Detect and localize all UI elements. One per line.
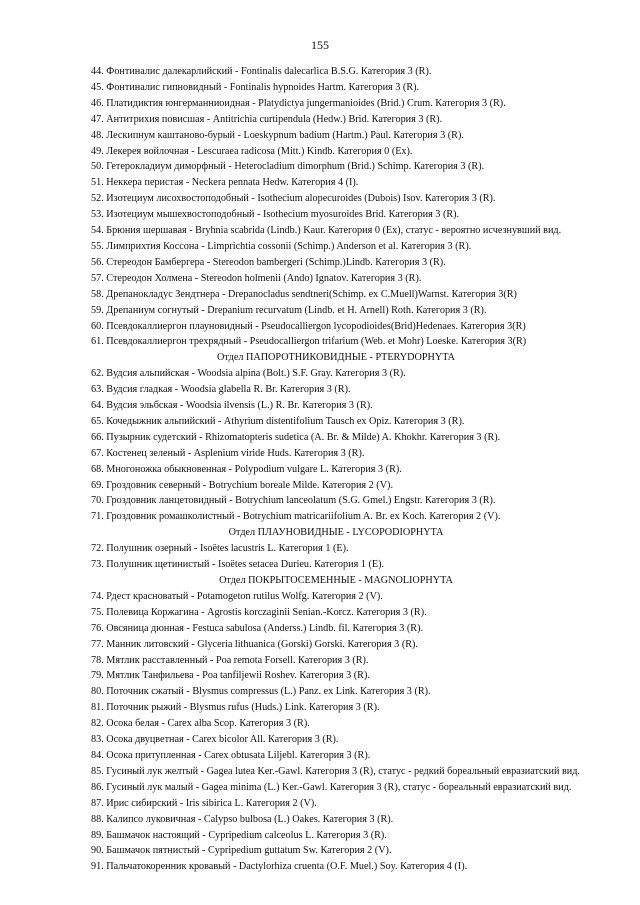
section-heading: Отдел ПАПОРОТНИКОВИДНЫЕ - PTERYDOPHYTA	[216, 352, 456, 364]
species-entry: 70. Гроздовник ланцетовидный - Botrychium lanceolatum (S.G. Gmel.) Engstr. Категория 3 (R).	[91, 495, 496, 507]
species-entry: 58. Дрепанокладус Зендтнера - Drepanocladus sendtneri(Schimp. ex C.Muell)Warnst. Категория 3(R)	[91, 288, 517, 300]
species-entry: 77. Манник литовский - Glyceria lithuanica (Gorski) Gorski. Категория 3 (R).	[91, 638, 418, 650]
species-entry: 52. Изотециум лисохвостоподобный - Isothecium alopecuroides (Dubois) Isov. Категория 3 (R).	[91, 193, 496, 205]
section-heading: Отдел ПОКРЫТОСЕМЕННЫЕ - MAGNOLIOPHYTA	[219, 575, 453, 586]
species-entry: 72. Полушник озерный - Isoëtes lacustris L. Категория 1 (E).	[91, 543, 349, 555]
species-entry: 91. Пальчатокоренник кровавый - Dactylorhiza cruenta (O.F. Muel.) Soy. Категория 4 (I).	[91, 861, 468, 873]
species-entry: 51. Неккера перистая - Neckera pennata Hedw. Категория 4 (I).	[91, 177, 359, 189]
section-heading: Отдел ПЛАУНОВИДНЫЕ - LYCOPODIOPHYTA	[228, 527, 444, 539]
species-entry: 62. Вудсия альпийская - Woodsia alpina (Bolt.) S.F. Gray. Категория 3 (R).	[91, 368, 406, 380]
species-entry: 47. Антитрихия повисшая - Antitrichia curtipendula (Hedw.) Brid. Категория 3 (R).	[91, 113, 443, 125]
species-entry: 80. Поточник сжатый - Blysmus compressus (L.) Panz. ex Link. Категория 3 (R).	[91, 686, 431, 698]
species-entry: 86. Гусиный лук малый - Gagea minima (L.) Ker.-Gawl. Категория 3 (R), статус - бореальный евразиатский вид.	[91, 781, 572, 793]
species-entry: 50. Гетерокладиум диморфный - Heterocladium dimorphum (Brid.) Schimp. Категория 3 (R).	[91, 161, 485, 173]
species-entry: 45. Фонтиналис гипновидный - Fontinalis hypnoides Hartm. Категория 3 (R).	[91, 81, 420, 93]
species-entry: 67. Костенец зеленый - Asplenium viride Huds. Категория 3 (R).	[91, 447, 365, 459]
species-entry: 65. Кочедыжник альпийский - Athyrium distentifolium Tausch ex Opiz. Категория 3 (R).	[91, 415, 465, 427]
species-entry: 76. Овсяница дюнная - Festuca sabulosa (Anderss.) Lindb. fil. Категория 3 (R).	[91, 622, 424, 634]
species-entry: 74. Рдест красноватый - Potamogeton rutilus Wolfg. Категория 2 (V).	[91, 590, 383, 602]
species-entry: 73. Полушник щетинистый - Isoëtes setacea Durieu. Категория 1 (E).	[91, 559, 385, 571]
species-entry: 68. Многоножка обыкновенная - Polypodium vulgare L. Категория 3 (R).	[91, 463, 402, 475]
species-entry: 81. Поточник рыжий - Blysmus rufus (Huds.) Link. Категория 3 (R).	[91, 702, 380, 714]
species-entry: 48. Лескипнум каштаново-бурый - Loeskypnum badium (Hartm.) Paul. Категория 3 (R).	[91, 129, 464, 141]
species-entry: 90. Башмачок пятнистый - Cypripedium guttatum Sw. Категория 2 (V).	[91, 845, 392, 857]
species-entry: 84. Осока притупленная - Carex obtusata Liljebl. Категория 3 (R).	[91, 749, 371, 761]
species-entry: 78. Мятлик расставленный - Poa remota Forsell. Категория 3 (R).	[91, 654, 369, 666]
species-entry: 79. Мятлик Танфильева - Poa tanfiljewii Roshev. Категория 3 (R).	[91, 670, 370, 682]
species-entry: 64. Вудсия эльбская - Woodsia ilvensis (L.) R. Br. Категория 3 (R).	[91, 400, 373, 412]
species-entry: 46. Платидиктия юнгерманниоидная - Platydictya jungermanioides (Brid.) Crum. Категория 3 (R).	[91, 97, 506, 109]
species-entry: 49. Лекерея войлочная - Lescuraea radicosa (Mitt.) Kindb. Категория 0 (Ex).	[91, 145, 413, 157]
species-entry: 53. Изотециум мышехвостоподобный - Isothecium myosuroides Brid. Категория 3 (R).	[91, 209, 460, 221]
species-entry: 54. Брюния шершавая - Bryhnia scabrida (Lindb.) Kaur. Категория 0 (Ex), статус - вероятно исчезнувший вид.	[91, 225, 562, 237]
species-entry: 75. Полевица Коржагина - Agrostis korczaginii Senian.-Korcz. Категория 3 (R).	[91, 606, 427, 618]
species-entry: 88. Калипсо луковичная - Calypso bulbosa (L.) Oakes. Категория 3 (R).	[91, 813, 394, 825]
species-entry: 56. Стереодон Бамбергера - Stereodon bambergeri (Schimp.)Lindb. Категория 3 (R).	[91, 256, 446, 268]
species-entry: 71. Гроздовник ромашколистный - Botrychium matricariifolium A. Br. ex Koch. Категория 2 (V).	[91, 511, 501, 523]
page-number: 155	[311, 38, 329, 52]
species-entry: 89. Башмачок настоящий - Cypripedium calceolus L. Категория 3 (R).	[91, 829, 387, 841]
species-entry: 57. Стереодон Холмена - Stereodon holmenii (Ando) Ignatov. Категория 3 (R).	[91, 272, 422, 284]
species-entry: 60. Псевдокаллиергон плауновидный - Pseudocalliergon lycopodioides(Brid)Hedenaes. Категория 3(R)	[91, 320, 526, 332]
species-entry: 61. Псевдокаллиергон трехрядный - Pseudocalliergon trifarium (Web. et Mohr) Loeske. Категория 3(R)	[91, 336, 527, 348]
species-entry: 69. Гроздовник северный - Botrychium boreale Milde. Категория 2 (V).	[91, 479, 393, 491]
species-entry: 85. Гусиный лук желтый - Gagea lutea Ker.-Gawl. Категория 3 (R), статус - редкий бореальный евразиатский вид.	[91, 765, 580, 777]
species-list	[91, 64, 581, 875]
species-entry: 55. Лимприхтия Коссона - Limprichtia cossonii (Schimp.) Anderson et al. Категория 3 (R).	[91, 240, 472, 252]
species-entry: 83. Осока двуцветная - Carex bicolor All. Категория 3 (R).	[91, 734, 339, 746]
species-entry: 44. Фонтиналис далекарлийский - Fontinalis dalecarlica B.S.G. Категория 3 (R).	[91, 66, 432, 77]
species-entry: 59. Дрепаниум согнутый - Drepanium recurvatum (Lindb. et H. Arnell) Roth. Категория 3 (R).	[91, 304, 487, 316]
species-entry: 63. Вудсия гладкая - Woodsia glabella R. Br. Категория 3 (R).	[91, 384, 351, 396]
species-entry: 87. Ирис сибирский - Iris sibirica L. Категория 2 (V).	[91, 797, 317, 809]
species-entry: 66. Пузырник судетский - Rhizomatopteris sudetica (A. Br. & Milde) A. Khokhr. Категория 3 (R).	[91, 431, 501, 443]
species-entry: 82. Осока белая - Carex alba Scop. Категория 3 (R).	[91, 718, 310, 730]
